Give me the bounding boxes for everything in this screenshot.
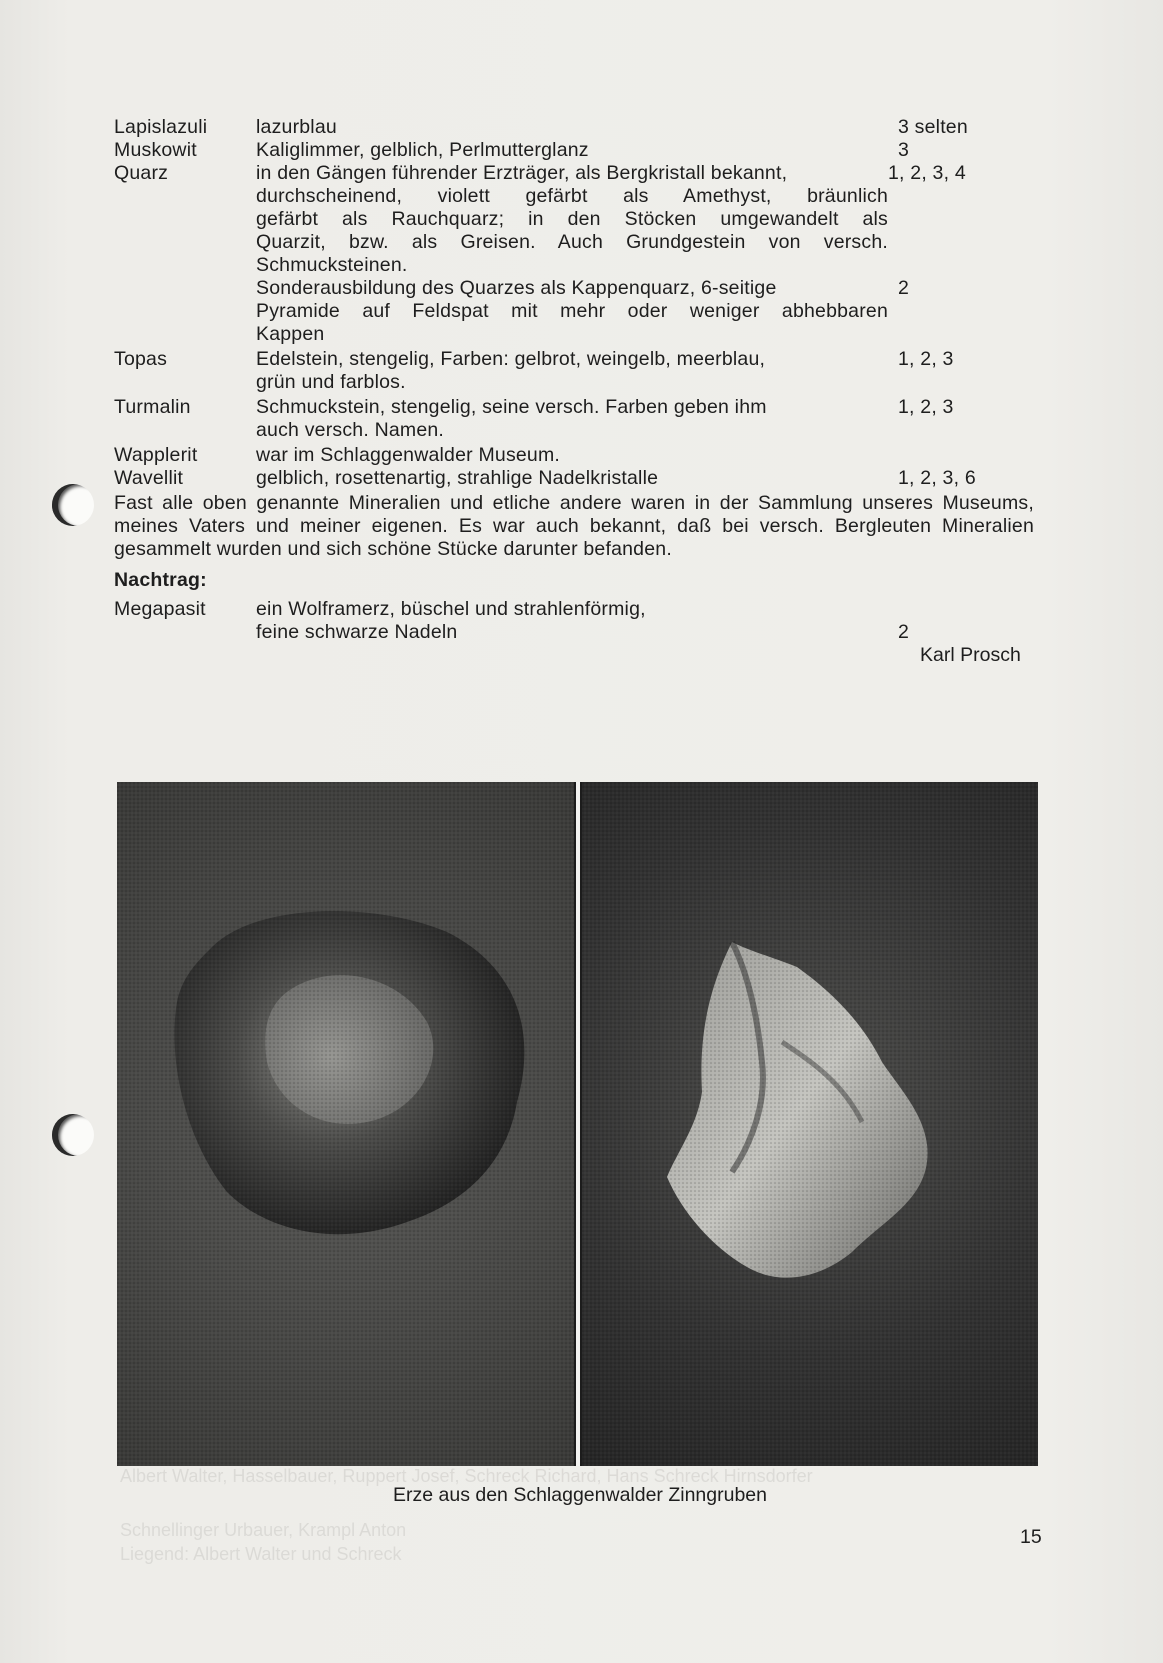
mineral-entry (114, 467, 1034, 490)
mineral-locations: 1, 2, 3, 4 (888, 162, 966, 184)
mineral-description: Edelstein, stengelig, Farben: gelbrot, weingelb, meerblau, (256, 348, 766, 370)
photo-panel (117, 782, 1038, 1466)
mineral-description-line: Pyramide auf Feldspat mit mehr oder weniger abhebbaren (256, 300, 888, 322)
photo-divider (576, 782, 580, 1466)
mineral-description-line: feine schwarze Nadeln (256, 621, 458, 643)
mineral-description: ein Wolframerz, büschel und strahlenförmig, (256, 598, 646, 620)
show-through-text: Schnellinger Urbauer, Krampl Anton (120, 1520, 407, 1540)
mineral-locations: 2 (898, 277, 910, 299)
mineral-locations: 1, 2, 3 (898, 396, 954, 418)
punch-hole (52, 484, 94, 526)
photo-caption: Erze aus den Schlaggenwalder Zinngruben (393, 1484, 767, 1506)
mineral-entry (114, 139, 1034, 162)
mineral-name: Megapasit (114, 598, 206, 620)
mineral-description-line: gefärbt als Rauchquarz; in den Stöcken umgewandelt als (256, 208, 888, 230)
mineral-locations: 2 (898, 621, 910, 643)
punch-hole (52, 1114, 94, 1156)
show-through-text: Liegend: Albert Walter und Schreck (120, 1544, 402, 1564)
mineral-locations: 1, 2, 3, 6 (898, 467, 976, 489)
page-number: 15 (1020, 1526, 1042, 1548)
mineral-name: Wapplerit (114, 444, 198, 466)
addendum-entry (114, 598, 1034, 621)
show-through-text: Albert Walter, Hasselbauer, Ruppert Josef, Schreck Richard, Hans Schreck Hirnsdorfer (120, 1466, 813, 1486)
mineral-name: Muskowit (114, 139, 197, 161)
mineral-description: Kaliglimmer, gelblich, Perlmutterglanz (256, 139, 589, 161)
mineral-description-line: auch versch. Namen. (256, 419, 445, 441)
mineral-description: in den Gängen führender Erzträger, als Bergkristall bekannt, (256, 162, 788, 184)
mineral-description: lazurblau (256, 116, 337, 138)
author: Karl Prosch (920, 644, 1021, 666)
mineral-list (114, 116, 1034, 644)
mineral-description-line: Sonderausbildung des Quarzes als Kappenquarz, 6-seitige (256, 277, 777, 299)
mineral-description-line: Schmucksteinen. (256, 254, 408, 276)
mineral-entry (114, 116, 1034, 139)
ore-photo-right (582, 782, 1038, 1466)
addendum-heading: Nachtrag: (114, 569, 207, 591)
mineral-name: Wavellit (114, 467, 184, 489)
mineral-name: Topas (114, 348, 168, 370)
mineral-locations: 3 (898, 139, 910, 161)
mineral-description-line: Kappen (256, 323, 325, 345)
closing-paragraph: Fast alle oben genannte Mineralien und etliche andere waren in der Sammlung unseres Museums, meines Vaters und meiner eigenen. Es war auch bekannt, daß bei versch. Bergleuten Mineralien gesammelt wurden und sich schöne Stücke darunter befanden. (114, 492, 1034, 560)
mineral-name: Quarz (114, 162, 169, 184)
ore-specimen-left (117, 782, 574, 1466)
mineral-description: gelblich, rosettenartig, strahlige Nadelkristalle (256, 467, 659, 489)
ore-photo-left (117, 782, 574, 1466)
mineral-locations: 1, 2, 3 (898, 348, 954, 370)
mineral-locations: 3 selten (898, 116, 968, 138)
mineral-entry (114, 162, 1034, 185)
mineral-entry (114, 444, 1034, 467)
mineral-description-line: Quarzit, bzw. als Greisen. Auch Grundgestein von versch. (256, 231, 888, 253)
mineral-name: Turmalin (114, 396, 191, 418)
mineral-description-line: grün und farblos. (256, 371, 406, 393)
mineral-name: Lapislazuli (114, 116, 208, 138)
mineral-entry (114, 396, 1034, 419)
ore-specimen-right (582, 782, 1038, 1466)
mineral-entry (114, 348, 1034, 371)
mineral-description-line: durchscheinend, violett gefärbt als Amethyst, bräunlich (256, 185, 888, 207)
mineral-description: Schmuckstein, stengelig, seine versch. Farben geben ihm (256, 396, 767, 418)
mineral-description: war im Schlaggenwalder Museum. (256, 444, 561, 466)
